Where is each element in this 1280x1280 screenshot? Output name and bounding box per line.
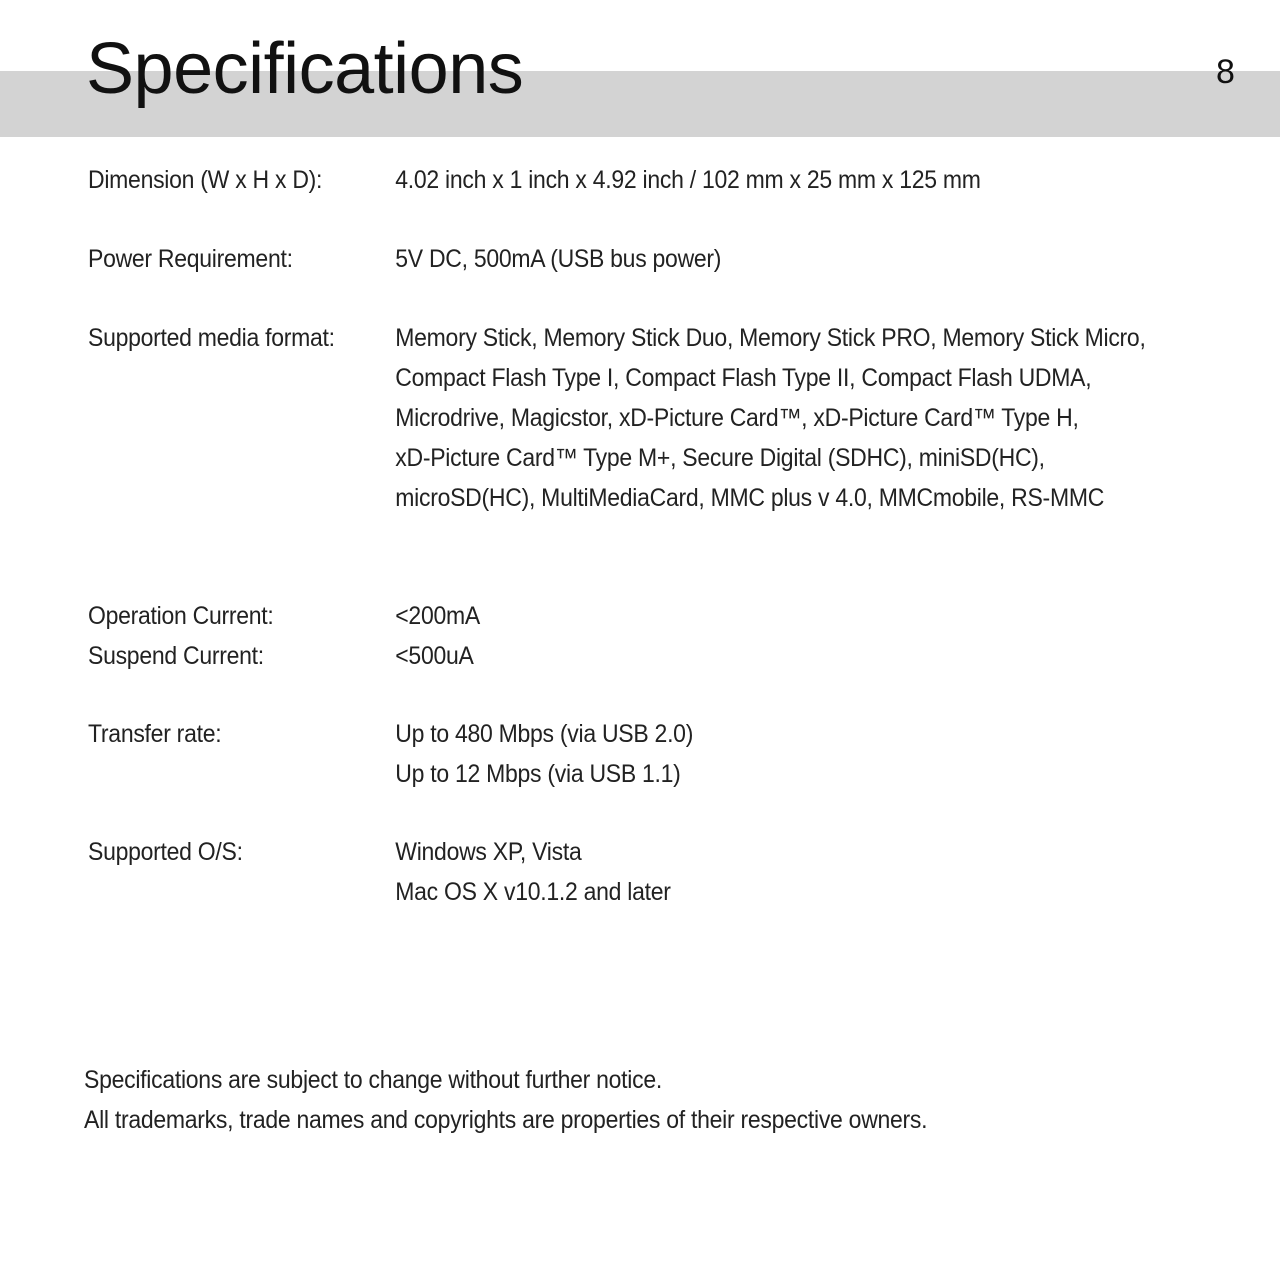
spec-row-power xyxy=(88,239,1146,279)
spec-value: 4.02 inch x 1 inch x 4.92 inch / 102 mm x 25 mm x 125 mm xyxy=(395,166,981,194)
spec-value: Windows XP, Vista Mac OS X v10.1.2 and later xyxy=(395,838,671,906)
footer-note-change-notice: Specifications are subject to change without further notice. xyxy=(84,1066,662,1094)
spec-row-media-format xyxy=(88,318,1146,518)
spec-label: Suspend Current: xyxy=(88,642,264,670)
spec-label: Operation Current: xyxy=(88,602,274,630)
spec-label: Transfer rate: xyxy=(88,720,222,748)
spec-row-dimension xyxy=(88,160,1146,200)
spec-value: <500uA xyxy=(395,642,474,670)
footer-note-trademarks: All trademarks, trade names and copyrights are properties of their respective owners. xyxy=(84,1106,928,1134)
spec-row-transfer-rate xyxy=(88,714,1146,794)
spec-value: Memory Stick, Memory Stick Duo, Memory Stick PRO, Memory Stick Micro, Compact Flash Type I, Compact Flash Type II, Compact Flash UDMA, Microdrive, Magicstor, xD-Picture Card™, xD-Picture Card™ Type H, xD-Picture Card™ Type M+, Secure Digital (SDHC), miniSD(HC), microSD(HC), MultiMediaCard, MMC plus v 4.0, MMCmobile, RS-MMC xyxy=(395,324,1146,512)
spec-label: Power Requirement: xyxy=(88,245,293,273)
spec-label: Supported media format: xyxy=(88,324,335,352)
spec-value: Up to 480 Mbps (via USB 2.0) Up to 12 Mbps (via USB 1.1) xyxy=(395,720,694,788)
spec-value: <200mA xyxy=(395,602,480,630)
page-title: Specifications xyxy=(86,29,524,109)
spec-row-operation-current xyxy=(88,596,1146,636)
spec-row-suspend-current xyxy=(88,636,1146,676)
footer-notes xyxy=(84,1060,927,1140)
spec-label: Dimension (W x H x D): xyxy=(88,166,323,194)
spec-row-supported-os xyxy=(88,832,1146,912)
spec-value: 5V DC, 500mA (USB bus power) xyxy=(395,245,722,273)
page-number: 8 xyxy=(1216,53,1235,91)
specifications-list xyxy=(88,160,1146,912)
spec-label: Supported O/S: xyxy=(88,838,243,866)
